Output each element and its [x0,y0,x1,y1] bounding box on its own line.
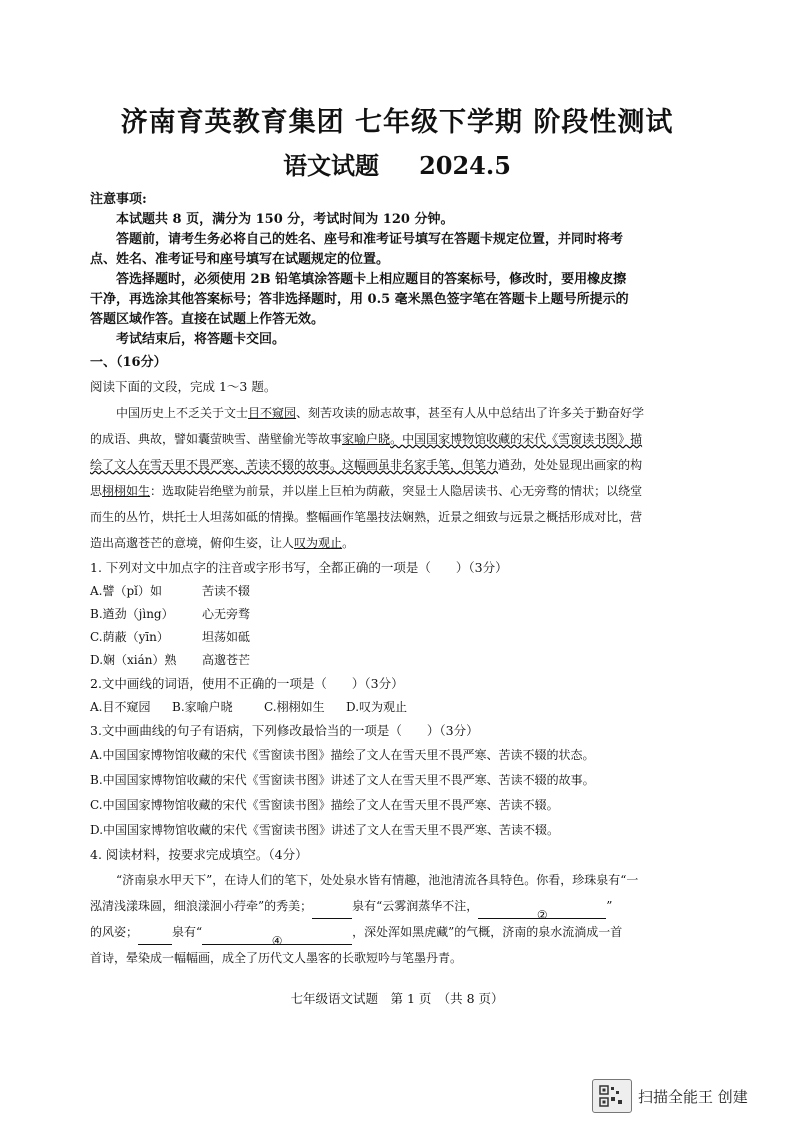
notice-heading: 注意事项: [90,192,147,207]
dotted-char: 遒 [498,458,511,472]
answer-option: D.叹为观止 [346,700,408,714]
passage-line: 泓清浅漾珠圆，细浪漾洄小荇牵”的秀美； 泉有“云雾润蒸华不注，②” [90,899,613,919]
answer-option: C.栩栩如生 [264,700,325,714]
page-footer: 七年级语文试题 第 1 页 （共 8 页） [290,991,504,1006]
dotted-char: 譬 [174,432,187,446]
question-stem: 1. 下列对文中加点字的注音或字形书写，全都正确的一项是（ ）（3分） [90,560,508,575]
underlined-term: 叹为观止 [294,536,343,550]
answer-option: B.遒劲（jìng） 心无旁骛 [90,607,251,621]
question-2 [90,672,730,719]
notice-line: 本试题共 8 页，满分为 150 分，考试时间为 120 分钟。 [116,212,454,227]
question-1 [90,556,730,672]
exam-year: 2024.5 [419,151,511,180]
fill-blank-2[interactable]: ② [478,902,606,919]
question-stem: 4. 阅读材料，按要求完成填空。（4分） [90,847,308,862]
answer-option: C.中国国家博物馆收藏的宋代《雪窗读书图》描绘了文人在雪天里不畏严寒、苦读不辍。 [90,798,559,812]
passage-line: 首诗，晕染成一幅幅画，成全了历代文人墨客的长歌短吟与笔墨丹青。 [90,951,463,965]
notice-line: 点、姓名、准考证号和座号填写在试题规定的位置。 [90,252,390,267]
question-3 [90,719,730,843]
dotted-char: 娴 [402,510,415,524]
exam-subtitle [0,148,794,184]
underlined-term: 家喻户晓 [342,432,391,446]
answer-option: B.中国国家博物馆收藏的宋代《雪窗读书图》讲述了文人在雪天里不畏严寒、苦读不辍的故事。 [90,773,595,787]
fill-blank-3[interactable] [138,928,172,945]
answer-option: D.娴（xián）熟 高邈苍芒 [90,653,251,667]
answer-option: C.荫蔽（yīn） 坦荡如砥 [90,630,251,644]
passage-line: 的成语、典故，譬如囊萤映雪、凿壁偷光等故事家喻户晓。中国国家博物馆收藏的宋代《雪窗读书图》描 [90,432,643,446]
camscanner-logo-icon [592,1079,632,1113]
question-4 [90,843,730,971]
wavy-sentence: 绘了文人在雪天里不畏严寒、 [90,458,247,472]
section-heading: 一、（16分） [90,355,167,370]
answer-option: A.譬（pǐ）如 苦读不辍 [90,584,251,598]
notice-line: 考试结束后，将答题卡交回。 [116,332,286,347]
notice-line: 答题前，请考生务必将自己的姓名、座号和准考证号填写在答题卡规定位置，并同时将考 [116,232,624,247]
exam-title: 济南育英教育集团 七年级下学期 阶段性测试 [120,107,674,138]
passage-line: 而生的丛竹，烘托士人坦荡如砥的情操。整幅画作笔墨技法娴熟，近景之细致与远景之概括形成对比，营 [90,510,643,524]
answer-option: A.中国国家博物馆收藏的宋代《雪窗读书图》描绘了文人在雪天里不畏严寒、苦读不辍的状态。 [90,748,595,762]
answer-option: B.家喻户晓 [172,700,233,714]
answer-option: A.目不窥园 [90,700,151,714]
qr-code-icon [599,1085,625,1107]
passage-line: 绘了文人在雪天里不畏严寒、苦读不辍的故事。这幅画虽非名家手笔，但笔力遒劲，处处显现出画家的构 [90,458,643,472]
wavy-sentence: 的故事。这幅画虽非名家手笔，但笔力 [294,458,499,472]
subject-label: 语文试题 [283,151,380,180]
answer-option: D.中国国家博物馆收藏的宋代《雪窗读书图》讲述了文人在雪天里不畏严寒、苦读不辍。 [90,823,560,837]
dotted-term: 荫蔽 [366,484,391,498]
notice-line: 干净，再选涂其他答案标号；答非选择题时，用 0.5 毫米黑色签字笔在答题卡上题号所提示的 [90,292,629,307]
passage-line: 中国历史上不乏关于文士目不窥园、刻苦攻读的励志故事，甚至有人从中总结出了许多关于勤奋好学 [116,406,645,420]
passage-line: 造出高邈苍芒的意境，俯仰生姿，让人叹为观止。 [90,536,355,550]
passage-line: “济南泉水甲天下”，在诗人们的笔下，处处泉水皆有情趣，池池清流各具特色。你看，珍珠泉有“一 [116,873,639,887]
wavy-sentence: 苦读不辍 [246,458,295,472]
section-intro: 阅读下面的文段，完成 1～3 题。 [90,379,277,394]
notice-line: 答选择题时，必须使用 2B 铅笔填涂答题卡上相应题目的答案标号，修改时，要用橡皮擦 [116,272,627,287]
fill-in-passage [90,867,730,971]
underlined-term: 栩栩如生 [102,484,151,498]
watermark-text: 扫描全能王 创建 [638,1087,748,1106]
passage-line: 思栩栩如生：选取陡岩绝壁为前景，并以崖上巨柏为荫蔽，突显士人隐居读书、心无旁骛的情状；以绕堂 [90,484,643,498]
notice-line: 答题区域作答。直接在试题上作答无效。 [90,312,325,327]
passage-line: 的风姿； 泉有“④，深处浑如黑虎藏”的气概，济南的泉水流淌成一首 [90,925,623,945]
scanner-watermark [592,1078,782,1114]
fill-blank-4[interactable]: ④ [202,928,352,945]
wavy-sentence: 。中国国家博物馆收藏的宋代《雪窗读书图》描 [390,432,643,446]
exam-content [90,190,730,971]
question-stem: 3.文中画曲线的句子有语病，下列修改最恰当的一项是（ ）（3分） [90,723,479,738]
reading-passage [90,400,730,556]
fill-blank-1[interactable] [312,902,352,919]
question-stem: 2.文中画线的词语，使用不正确的一项是（ ）（3分） [90,676,404,691]
notice-block [90,190,730,350]
answer-options-row [90,696,730,719]
underlined-term: 目不窥园 [248,406,297,420]
